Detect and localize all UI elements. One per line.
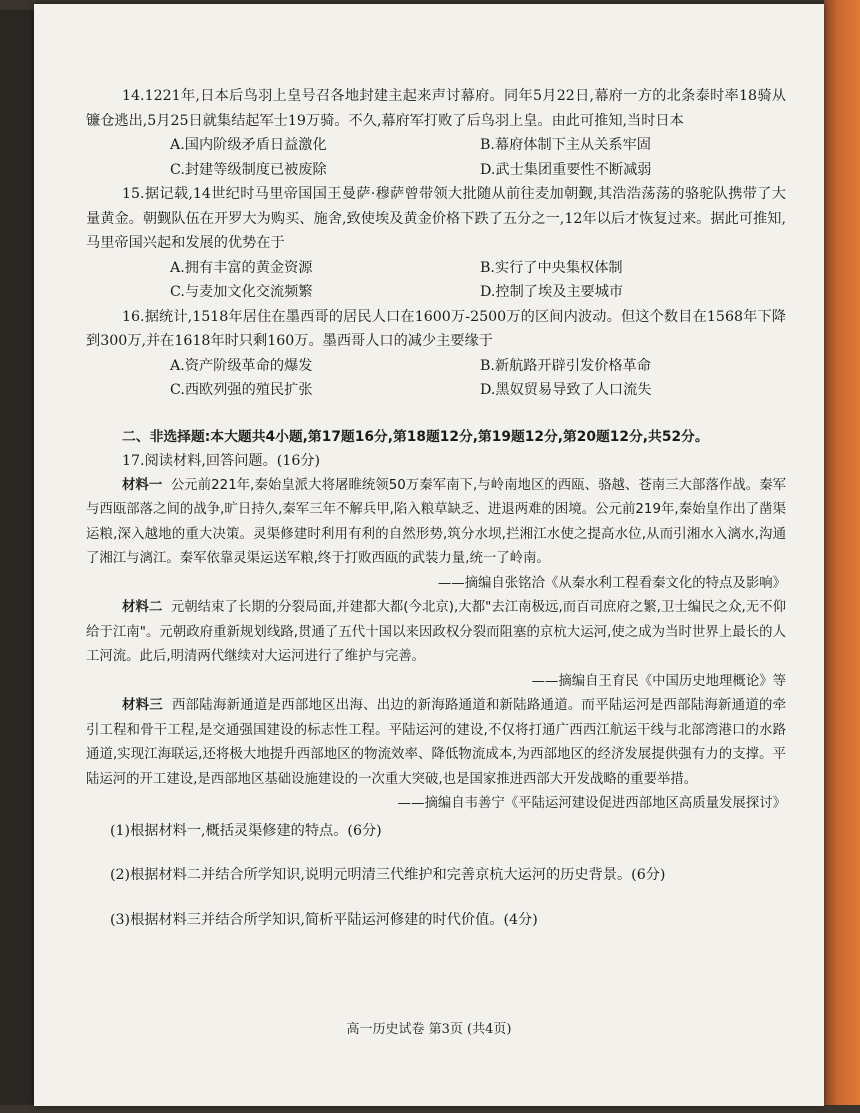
question-stem: 14.1221年,日本后鸟羽上皇号召各地封建主起来声讨幕府。同年5月22日,幕府一方的北条泰时率18骑从镰仓逃出,5月25日就集结起军士19万骑。不久,幕府军打败了后鸟羽上皇。由此可推知,当时日本 [86,88,786,129]
option-b: B.新航路开辟引发价格革命 [480,357,651,374]
question-options [86,354,786,403]
option-d: D.控制了埃及主要城市 [480,284,624,300]
section-gap [86,403,786,425]
question-15 [86,182,786,305]
material-source: ——摘编自张铭洽《从秦水利工程看秦文化的特点及影响》 [437,575,786,591]
material-text: 公元前221年,秦始皇派大将屠睢统领50万秦军南下,与岭南地区的西瓯、骆越、苍南三大部落作战。秦军与西瓯部落之间的战争,旷日持久,秦军三年不解兵甲,陷入粮草缺乏、进退两难的困境。公元前219年,秦始皇作出了凿渠运粮,深入越地的重大决策。灵渠修建时利用有利的自然形势,筑分水坝,拦湘江水使之提高水位,从而引湘水入漓水,沟通了湘江与漓江。秦军依靠灵渠运送军粮,终于打败西瓯的武装力量,统一了岭南。 [86,477,787,566]
page-footer: 高一历史试卷 第3页 (共4页) [346,1022,512,1037]
option-d: D.武士集团重要性不断减弱 [480,161,652,178]
answer-space [86,843,786,863]
question-stem: 15.据记载,14世纪时马里帝国国王曼萨·穆萨曾带领大批随从前往麦加朝觐,其浩浩荡荡的骆驼队携带了大量黄金。朝觐队伍在开罗大为购买、施舍,致使埃及黄金价格下跌了五分之一,12年以后才恢复过来。据此可推知,马里帝国兴起和发展的优势在于 [86,186,786,251]
page-content [86,84,786,932]
material-text: 西部陆海新通道是西部地区出海、出边的新海路通道和新陆路通道。而平陆运河是西部陆海新通道的牵引工程和骨干工程,是交通强国建设的标志性工程。平陆运河的建设,不仅将打通广西西江航运干线与北部湾港口的水路通道,实现江海联运,还将极大地提升西部地区的物流效率、降低物流成本,为西部地区的经济发展提供强有力的支撑。平陆运河的开工建设,是西部地区基础设施建设的一次重大突破,也是国家推进西部大开发战略的重要举措。 [86,698,787,787]
scan-bottom-edge [0,1105,860,1113]
material-1 [86,474,786,572]
option-d: D.黑奴贸易导致了人口流失 [480,382,652,398]
material-3 [86,694,786,792]
material-source: ——摘编自韦善宁《平陆运河建设促进西部地区高质量发展探讨》 [397,796,786,811]
material-2 [86,596,786,670]
option-a: A.拥有丰富的黄金资源 [170,259,313,276]
material-label: 材料一 [122,477,163,493]
option-c: C.封建等级制度已被废除 [170,161,327,178]
question-17-title: 17.阅读材料,回答问题。(16分) [122,453,321,469]
material-label: 材料三 [122,698,163,713]
option-a: A.国内阶级矛盾日益激化 [170,137,327,153]
subquestion-3: (3)根据材料三并结合所学知识,简析平陆运河修建的时代价值。(4分) [110,911,538,928]
subquestion-2: (2)根据材料二并结合所学知识,说明元明清三代维护和完善京杭大运河的历史背景。(6分) [110,867,666,883]
option-c: C.与麦加文化交流频繁 [170,284,313,300]
scan-right-edge [824,0,860,1113]
subquestion-1: (1)根据材料一,概括灵渠修建的特点。(6分) [110,822,382,839]
material-text: 元朝结束了长期的分裂局面,并建都大都(今北京),大都"去江南极远,而百司庶府之繁,卫士编民之众,无不仰给于江南"。元朝政府重新规划线路,贯通了五代十国以来因政权分裂而阻塞的京杭大运河,使之成为当时世界上最长的人工河流。此后,明清两代继续对大运河进行了维护与完善。 [86,600,787,664]
material-source: ——摘编自王育民《中国历史地理概论》等 [531,673,786,689]
option-b: B.幕府体制下主从关系牢固 [480,137,651,153]
option-c: C.西欧列强的殖民扩张 [170,382,313,398]
question-16 [86,305,786,403]
option-a: A.资产阶级革命的爆发 [170,357,313,374]
section-heading: 二、非选择题:本大题共4小题,第17题16分,第18题12分,第19题12分,第20题12分,共52分。 [122,428,709,445]
question-options [86,256,786,305]
exam-page [34,4,824,1106]
answer-space [86,888,786,908]
question-options [86,133,786,182]
question-14 [86,84,786,182]
material-label: 材料二 [122,600,163,615]
question-stem: 16.据统计,1518年居住在墨西哥的居民人口在1600万-2500万的区间内波动。但这个数目在1568年下降到300万,并在1618年时只剩160万。墨西哥人口的减少主要缘于 [86,308,786,349]
option-b: B.实行了中央集权体制 [480,259,623,276]
